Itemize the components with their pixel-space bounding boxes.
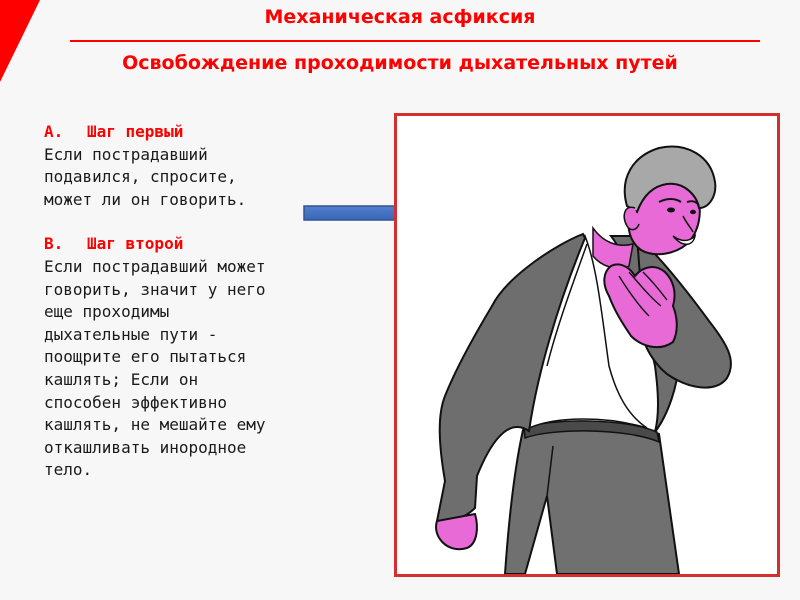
step-b-heading	[44, 233, 344, 256]
illustration-frame	[394, 113, 780, 577]
step-b-title: Шаг второй	[87, 234, 184, 254]
step-a-text: Если пострадавший подавился, спросите, может ли он говорить.	[44, 144, 247, 209]
steps-text	[44, 121, 344, 482]
step-a	[44, 121, 344, 211]
choking-man-illustration	[397, 116, 777, 574]
title-divider	[70, 40, 760, 42]
step-b-letter: B.	[44, 234, 64, 254]
step-b	[44, 233, 344, 482]
step-a-letter: A.	[44, 122, 64, 141]
step-b-text: Если пострадавший может говорить, значит у него еще проходимы дыхательные пути - поощрите его пытаться кашлять; Если он способен эффективно кашлять, не мешайте ему откашливать инородное тело.	[44, 256, 266, 480]
step-a-heading	[44, 121, 344, 144]
slide-title: Механическая асфиксия	[264, 6, 536, 28]
slide-subtitle: Освобождение проходимости дыхательных путей	[122, 52, 678, 74]
step-a-title: Шаг первый	[87, 122, 184, 141]
